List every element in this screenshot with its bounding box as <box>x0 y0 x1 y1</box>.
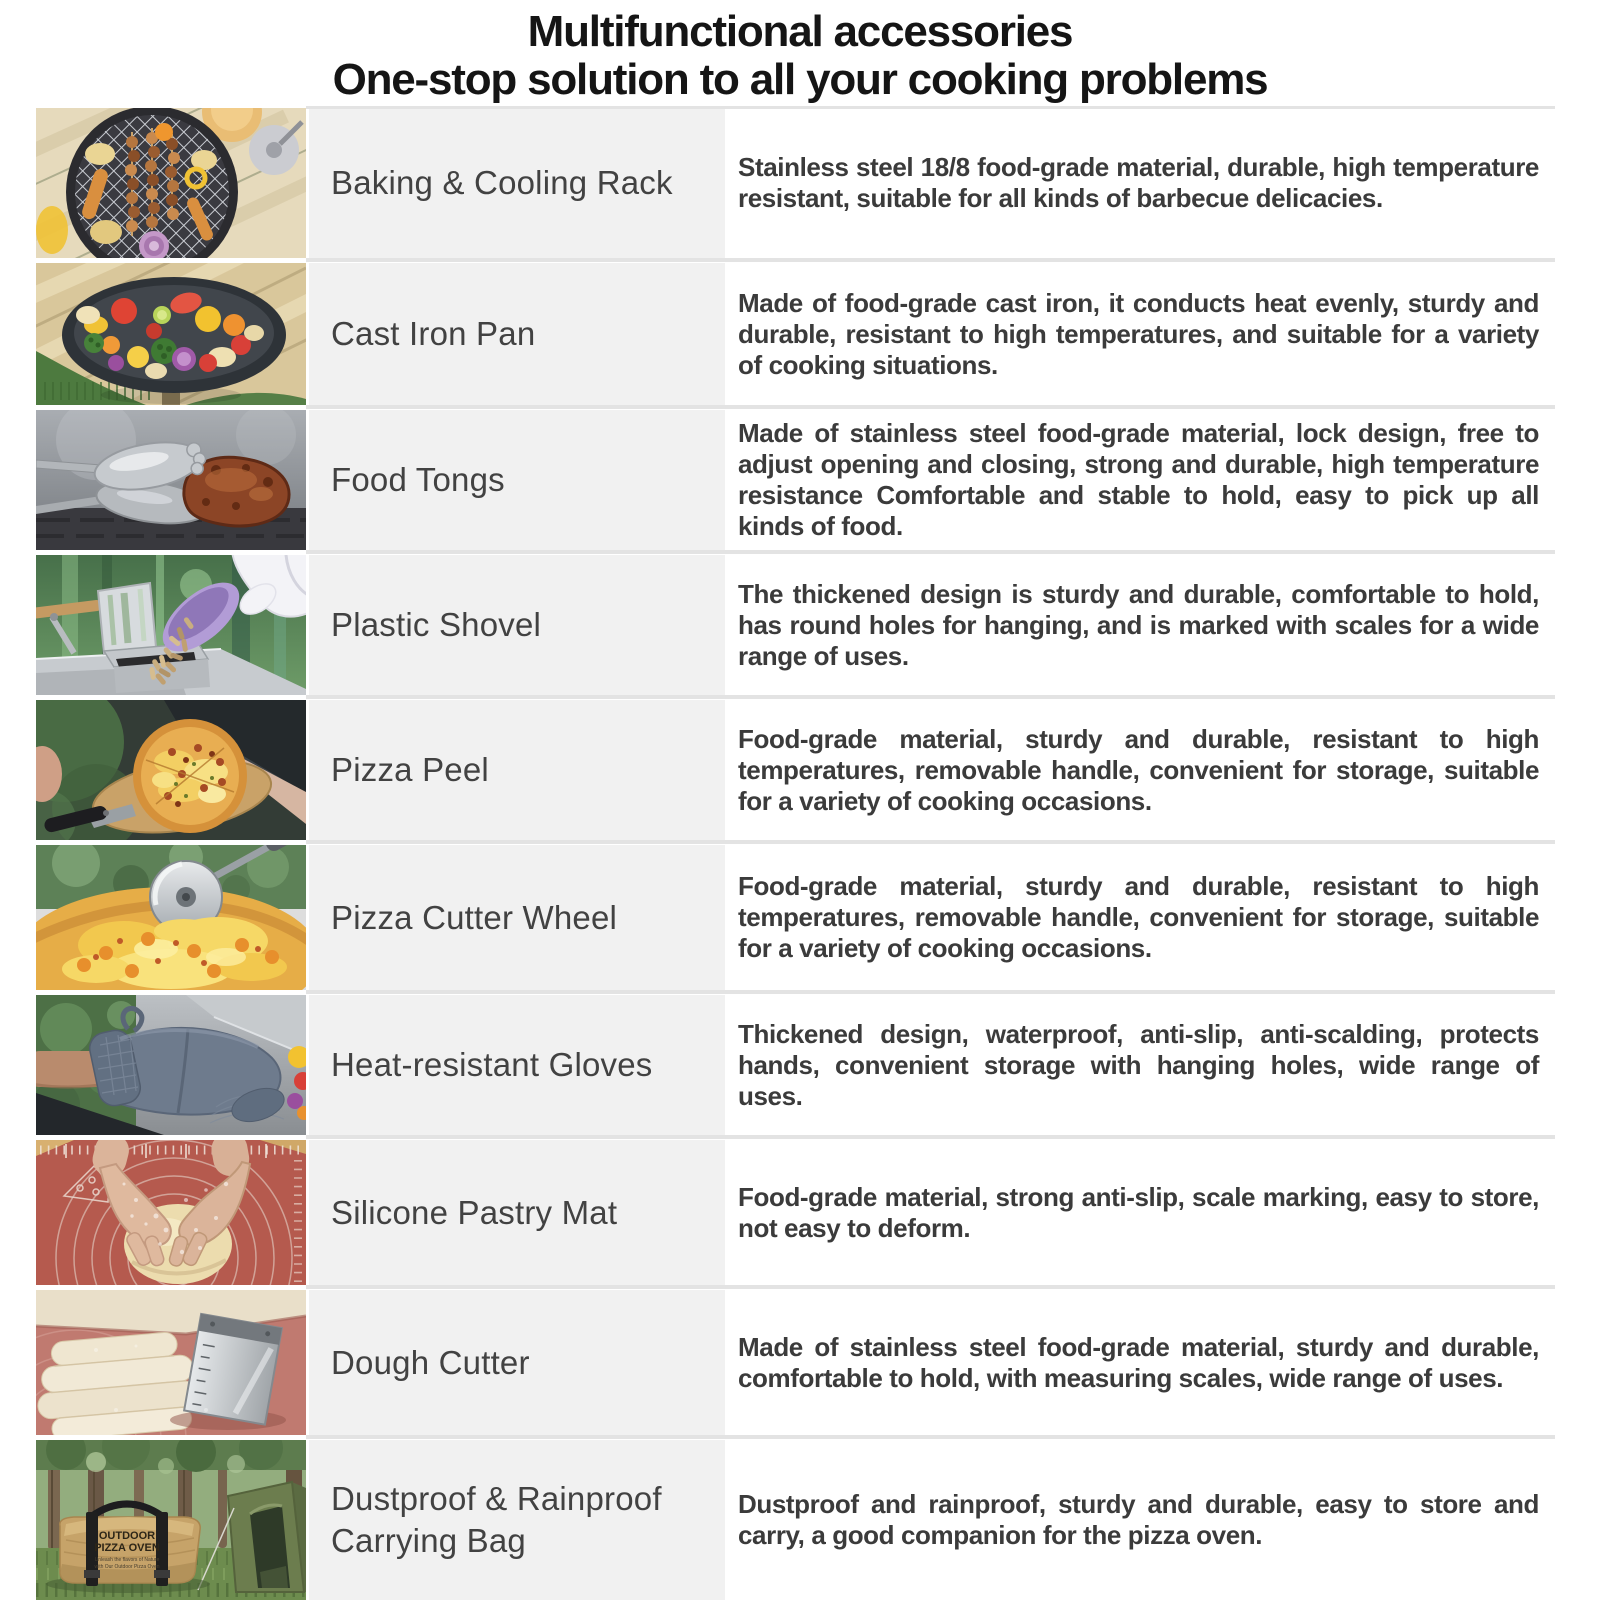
product-photo <box>36 700 306 840</box>
carrying-bag-photo <box>36 1440 306 1600</box>
product-description-text: Food-grade material, strong anti-slip, scale marking, easy to store, not easy to deform. <box>738 1181 1539 1243</box>
product-description-text: Made of stainless steel food-grade material, sturdy and durable, comfortable to hold, with measuring scales, wide range of uses. <box>738 1331 1539 1393</box>
product-name <box>309 1140 725 1285</box>
product-row <box>0 995 1600 1135</box>
bag-tagline-text: with Our Outdoor Pizza Oven <box>94 1564 160 1570</box>
product-name-label: Food Tongs <box>331 461 505 499</box>
product-row <box>0 845 1600 990</box>
product-description <box>725 263 1555 405</box>
product-description <box>725 555 1555 695</box>
product-name <box>309 700 725 840</box>
product-name-label: Baking & Cooling Rack <box>331 164 673 202</box>
product-photo <box>36 1140 306 1285</box>
bbq-rack-photo <box>36 108 306 258</box>
product-name-label: Plastic Shovel <box>331 606 542 644</box>
product-description <box>725 1290 1555 1435</box>
product-name <box>309 845 725 990</box>
product-description-text: Food-grade material, sturdy and durable, resistant to high temperatures, removable handle, convenient for storage, suitable for a variety of cooking occasions. <box>738 723 1539 816</box>
product-photo <box>36 410 306 550</box>
product-table <box>0 108 1600 1600</box>
silicone-pastry-mat-photo <box>36 1140 306 1285</box>
product-description-text: Made of food-grade cast iron, it conducts heat evenly, sturdy and durable, resistant to high temperatures, and suitable for a variety of cooking situations. <box>738 287 1539 380</box>
product-description <box>725 410 1555 550</box>
product-row <box>0 1140 1600 1285</box>
bag-label-text: PIZZA OVEN <box>94 1542 160 1554</box>
product-photo <box>36 108 306 258</box>
product-description <box>725 1140 1555 1285</box>
product-description <box>725 995 1555 1135</box>
product-description-text: Food-grade material, sturdy and durable, resistant to high temperatures, removable handle, convenient for storage, suitable for a variety of cooking occasions. <box>738 871 1539 963</box>
product-name <box>309 108 725 258</box>
product-name <box>309 410 725 550</box>
product-description-text: Thickened design, waterproof, anti-slip, anti-scalding, protects hands, convenient storage with hanging holes, wide range of uses. <box>738 1018 1539 1111</box>
product-photo <box>36 845 306 990</box>
product-description <box>725 700 1555 840</box>
page-header <box>0 0 1600 104</box>
product-row <box>0 1290 1600 1435</box>
product-row <box>0 108 1600 258</box>
bag-tagline-text: Unleash the flavors of Nature <box>94 1557 160 1563</box>
product-row <box>0 410 1600 550</box>
product-name <box>309 995 725 1135</box>
product-name-label: Cast Iron Pan <box>331 315 536 353</box>
product-description <box>725 845 1555 990</box>
page-title-line2: One-stop solution to all your cooking problems <box>332 55 1268 104</box>
pizza-cutter-wheel-photo <box>36 845 306 990</box>
product-name-label: Pizza Peel <box>331 751 489 789</box>
product-name-label: Dough Cutter <box>331 1343 530 1381</box>
pizza-peel-photo <box>36 700 306 840</box>
product-photo <box>36 995 306 1135</box>
product-description <box>725 108 1555 258</box>
dough-cutter-photo <box>36 1290 306 1435</box>
product-description <box>725 1440 1555 1600</box>
product-row <box>0 700 1600 840</box>
product-description-text: Made of stainless steel food-grade material, lock design, free to adjust opening and closing, strong and durable, high temperature resistance Comfortable and stable to hold, easy to pick up all kinds of food. <box>738 418 1539 541</box>
product-name-label: Dustproof & Rainproof Carrying Bag <box>331 1480 662 1559</box>
product-row <box>0 1440 1600 1600</box>
product-name <box>309 1290 725 1435</box>
product-name <box>309 263 725 405</box>
food-tongs-photo <box>36 410 306 550</box>
product-description-text: Stainless steel 18/8 food-grade material, durable, high temperature resistant, suitable for all kinds of barbecue delicacies. <box>738 152 1539 213</box>
product-description-text: Dustproof and rainproof, sturdy and durable, easy to store and carry, a good companion for the pizza oven. <box>738 1489 1539 1550</box>
product-photo <box>36 1290 306 1435</box>
product-photo <box>36 1440 306 1600</box>
product-row <box>0 263 1600 405</box>
product-name-label: Pizza Cutter Wheel <box>331 898 618 936</box>
page-title-line1: Multifunctional accessories <box>527 7 1073 56</box>
bag-label-text: OUTDOOR <box>98 1530 156 1542</box>
product-description-text: The thickened design is sturdy and durable, comfortable to hold, has round holes for hanging, and is marked with scales for a wide range of uses. <box>738 578 1539 671</box>
product-name <box>309 555 725 695</box>
product-name-label: Heat-resistant Gloves <box>331 1046 653 1084</box>
product-row <box>0 555 1600 695</box>
cast-iron-pan-photo <box>36 263 306 405</box>
plastic-shovel-photo <box>36 555 306 695</box>
product-name-label: Silicone Pastry Mat <box>331 1193 618 1231</box>
product-photo <box>36 263 306 405</box>
product-name <box>309 1440 725 1600</box>
product-photo <box>36 555 306 695</box>
heat-resistant-glove-photo <box>36 995 306 1135</box>
